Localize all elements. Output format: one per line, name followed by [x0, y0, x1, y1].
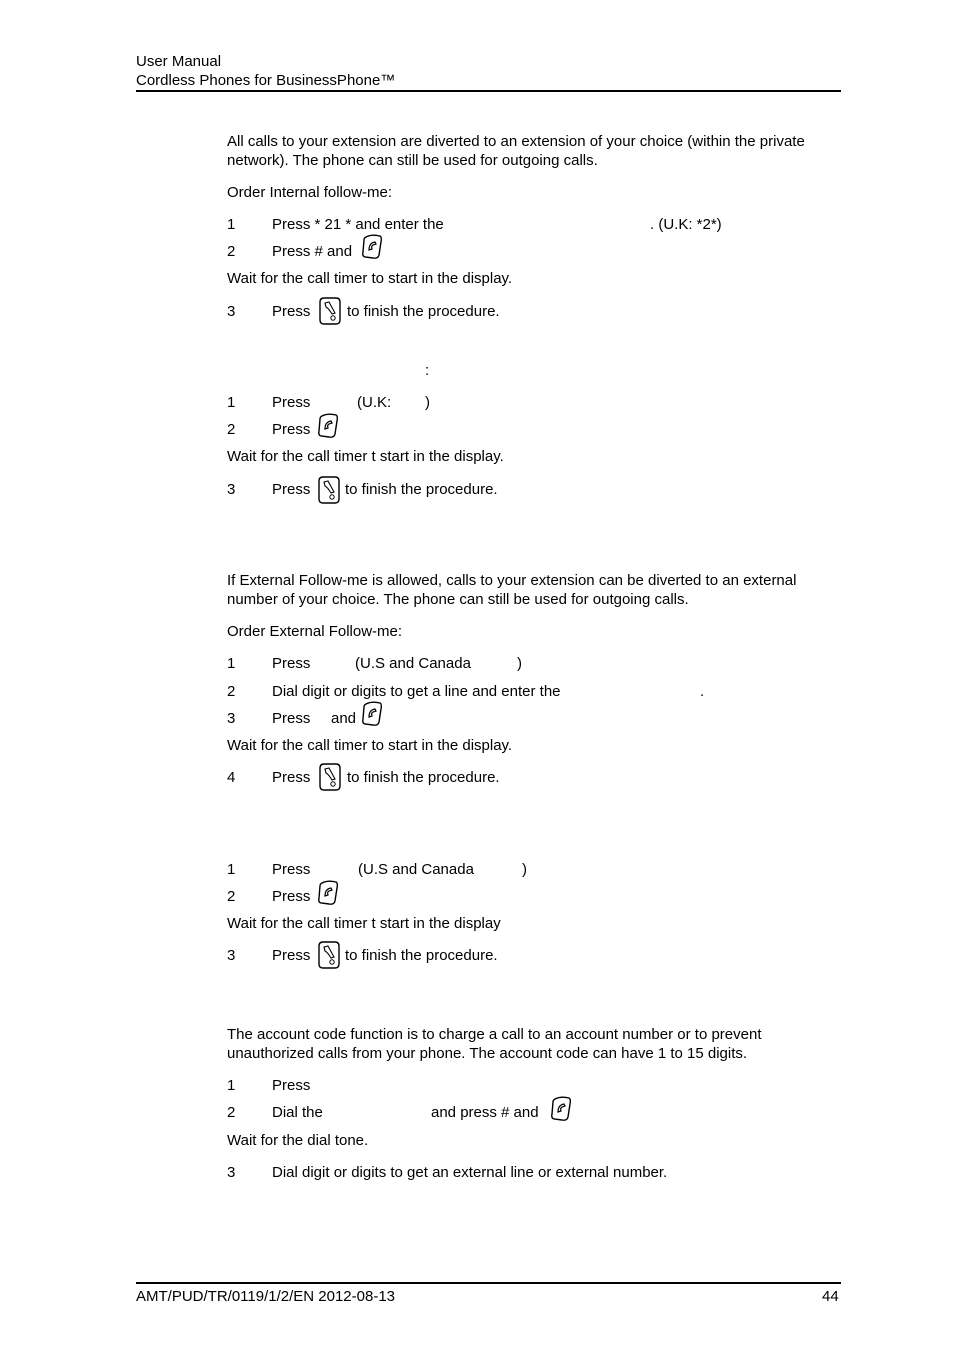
step-text: to finish the procedure.: [345, 481, 498, 498]
step-number: 1: [227, 655, 236, 672]
step-number: 1: [227, 1077, 236, 1094]
step-number: 3: [227, 303, 236, 320]
step-number: 2: [227, 421, 236, 438]
step-suffix: . (U.K: *2*): [650, 216, 722, 233]
header-title: User Manual: [136, 53, 222, 70]
call-key-icon: [361, 701, 383, 727]
call-key-icon: [317, 880, 339, 906]
end-call-key-icon: [319, 296, 341, 326]
call-key-icon: [317, 413, 339, 439]
step-text: to finish the procedure.: [347, 303, 500, 320]
page-number: 44: [822, 1288, 839, 1305]
account-intro: The account code function is to charge a call to an account number or to prevent unauthorized calls from your phone. The account code can have 1 to 15 digits.: [227, 1026, 762, 1062]
step-text: Press: [272, 861, 311, 878]
step-text: Press: [272, 888, 311, 905]
step-text: Press: [272, 481, 311, 498]
step-text: Dial digit or digits to get an external line or external number.: [272, 1164, 668, 1181]
header-rule: [136, 90, 841, 92]
footer-doc-id: AMT/PUD/TR/0119/1/2/EN 2012-08-13: [136, 1288, 396, 1305]
step-suffix: .: [700, 683, 705, 700]
end-call-key-icon: [318, 940, 340, 970]
step-number: 4: [227, 769, 236, 786]
step-note: (U.K:: [357, 394, 392, 411]
step-text: Press: [272, 655, 311, 672]
step-text: Press: [272, 769, 311, 786]
external-intro: If External Follow-me is allowed, calls to your extension can be diverted to an external number of your choice. The phone can still be used for outgoing calls.: [227, 572, 797, 608]
wait-text: Wait for the dial tone.: [227, 1132, 369, 1149]
header-subtitle: Cordless Phones for BusinessPhone™: [136, 72, 396, 89]
step-number: 2: [227, 888, 236, 905]
step-text: Press * 21 * and enter the: [272, 216, 444, 233]
step-note-close: ): [522, 861, 527, 878]
wait-text: Wait for the call timer t start in the display: [227, 915, 501, 932]
step-text: and press # and: [431, 1104, 539, 1121]
wait-text: Wait for the call timer to start in the display.: [227, 270, 513, 287]
step-number: 2: [227, 243, 236, 260]
step-note: (U.S and Canada: [358, 861, 474, 878]
call-key-icon: [550, 1096, 572, 1122]
step-text: Press: [272, 394, 311, 411]
step-text: and: [331, 710, 357, 727]
step-text: Press: [272, 947, 311, 964]
internal-order-label: Order Internal follow-me:: [227, 184, 393, 201]
external-order-label: Order External Follow-me:: [227, 623, 403, 640]
wait-text: Wait for the call timer t start in the display.: [227, 448, 504, 465]
step-number: 3: [227, 1164, 236, 1181]
footer-rule: [136, 1282, 841, 1284]
step-note: (U.S and Canada: [355, 655, 471, 672]
step-text: Press: [272, 1077, 311, 1094]
step-number: 1: [227, 216, 236, 233]
internal-intro: All calls to your extension are diverted to an extension of your choice (within the private network). The phone can still be used for outgoing calls.: [227, 133, 805, 169]
step-text: Press: [272, 710, 311, 727]
step-number: 1: [227, 394, 236, 411]
step-text: Press: [272, 303, 311, 320]
step-number: 3: [227, 481, 236, 498]
end-call-key-icon: [318, 475, 340, 505]
step-note-close: ): [425, 394, 430, 411]
cancel-label-colon: :: [425, 362, 430, 379]
step-number: 2: [227, 683, 236, 700]
wait-text: Wait for the call timer to start in the display.: [227, 737, 513, 754]
step-text: to finish the procedure.: [347, 769, 500, 786]
step-note-close: ): [517, 655, 522, 672]
end-call-key-icon: [319, 762, 341, 792]
call-key-icon: [361, 234, 383, 260]
step-number: 1: [227, 861, 236, 878]
step-number: 3: [227, 710, 236, 727]
step-text: to finish the procedure.: [345, 947, 498, 964]
step-text: Press: [272, 421, 311, 438]
step-text: Dial digit or digits to get a line and enter the: [272, 683, 561, 700]
step-text: Dial the: [272, 1104, 323, 1121]
step-number: 3: [227, 947, 236, 964]
step-number: 2: [227, 1104, 236, 1121]
step-text: Press # and: [272, 243, 353, 260]
